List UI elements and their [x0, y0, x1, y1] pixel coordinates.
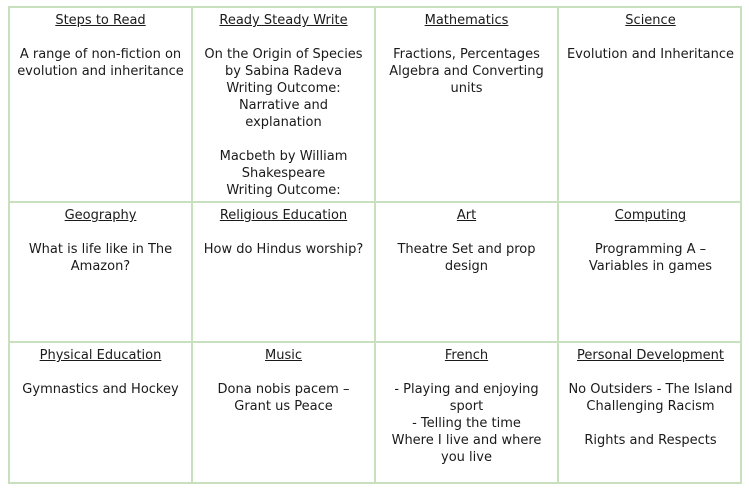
cell-heading: Science — [625, 13, 676, 28]
curriculum-grid — [8, 6, 742, 484]
cell-steps-to-read — [10, 8, 193, 203]
cell-heading: Computing — [614, 208, 687, 223]
cell-text-line: Narrative and explanation — [238, 98, 329, 130]
cell-paragraph — [16, 241, 185, 275]
cell-text-line: Rights and Respects — [584, 433, 717, 448]
cell-music — [193, 343, 376, 484]
cell-heading: Art — [456, 208, 477, 223]
cell-paragraph — [565, 432, 736, 449]
cell-text-line: No Outsiders - The Island Challenging Racism — [568, 382, 733, 414]
cell-paragraph — [16, 381, 185, 398]
cell-french — [376, 343, 559, 484]
cell-paragraph — [199, 148, 368, 203]
cell-paragraph — [382, 46, 551, 97]
cell-text-line: Theatre Set and prop design — [397, 242, 536, 274]
cell-physical-education — [10, 343, 193, 484]
cell-text-line: Writing Outcome: — [226, 81, 341, 96]
cell-heading: Physical Education — [39, 348, 162, 363]
cell-heading: French — [444, 348, 489, 363]
cell-text-line: Evolution and Inheritance — [566, 47, 735, 62]
cell-text-line: Programming A – Variables in games — [588, 242, 713, 274]
cell-paragraph — [382, 381, 551, 466]
cell-text-line: Gymnastics and Hockey — [22, 382, 179, 397]
cell-text-line: Macbeth by William Shakespeare — [219, 149, 348, 181]
cell-text-line: Writing Outcome: — [226, 183, 341, 198]
cell-heading: Personal Development — [577, 348, 724, 363]
cell-paragraph — [199, 381, 368, 415]
cell-paragraph — [16, 46, 185, 80]
cell-heading: Music — [265, 348, 302, 363]
cell-paragraph — [565, 46, 736, 63]
cell-text-line: What is life like in The Amazon? — [28, 242, 173, 274]
cell-text-line: How do Hindus worship? — [203, 242, 364, 257]
cell-ready-steady-write — [193, 8, 376, 203]
cell-heading: Geography — [64, 208, 137, 223]
cell-paragraph — [199, 46, 368, 131]
cell-text-line: Fractions, Percentages Algebra and Converting units — [389, 47, 544, 96]
cell-heading: Mathematics — [424, 13, 509, 28]
cell-paragraph — [382, 241, 551, 275]
cell-heading: Ready Steady Write — [219, 13, 348, 28]
cell-heading: Religious Education — [219, 208, 348, 223]
cell-paragraph — [565, 381, 736, 415]
cell-text-line: On the Origin of Species by Sabina Radeva — [204, 47, 363, 79]
cell-paragraph — [199, 241, 368, 258]
cell-personal-development — [559, 343, 742, 484]
cell-text-line: Dona nobis pacem – Grant us Peace — [217, 382, 350, 414]
cell-geography — [10, 203, 193, 343]
cell-text-line: A range of non-fiction on evolution and inheritance — [17, 47, 184, 79]
cell-text-line: Where I live and where you live — [391, 433, 542, 465]
cell-text-line: - Telling the time — [412, 416, 521, 431]
cell-religious-education — [193, 203, 376, 343]
cell-paragraph — [565, 241, 736, 275]
cell-science — [559, 8, 742, 203]
cell-mathematics — [376, 8, 559, 203]
cell-art — [376, 203, 559, 343]
cell-computing — [559, 203, 742, 343]
cell-text-line: - Playing and enjoying sport — [394, 382, 539, 414]
cell-heading: Steps to Read — [55, 13, 146, 28]
